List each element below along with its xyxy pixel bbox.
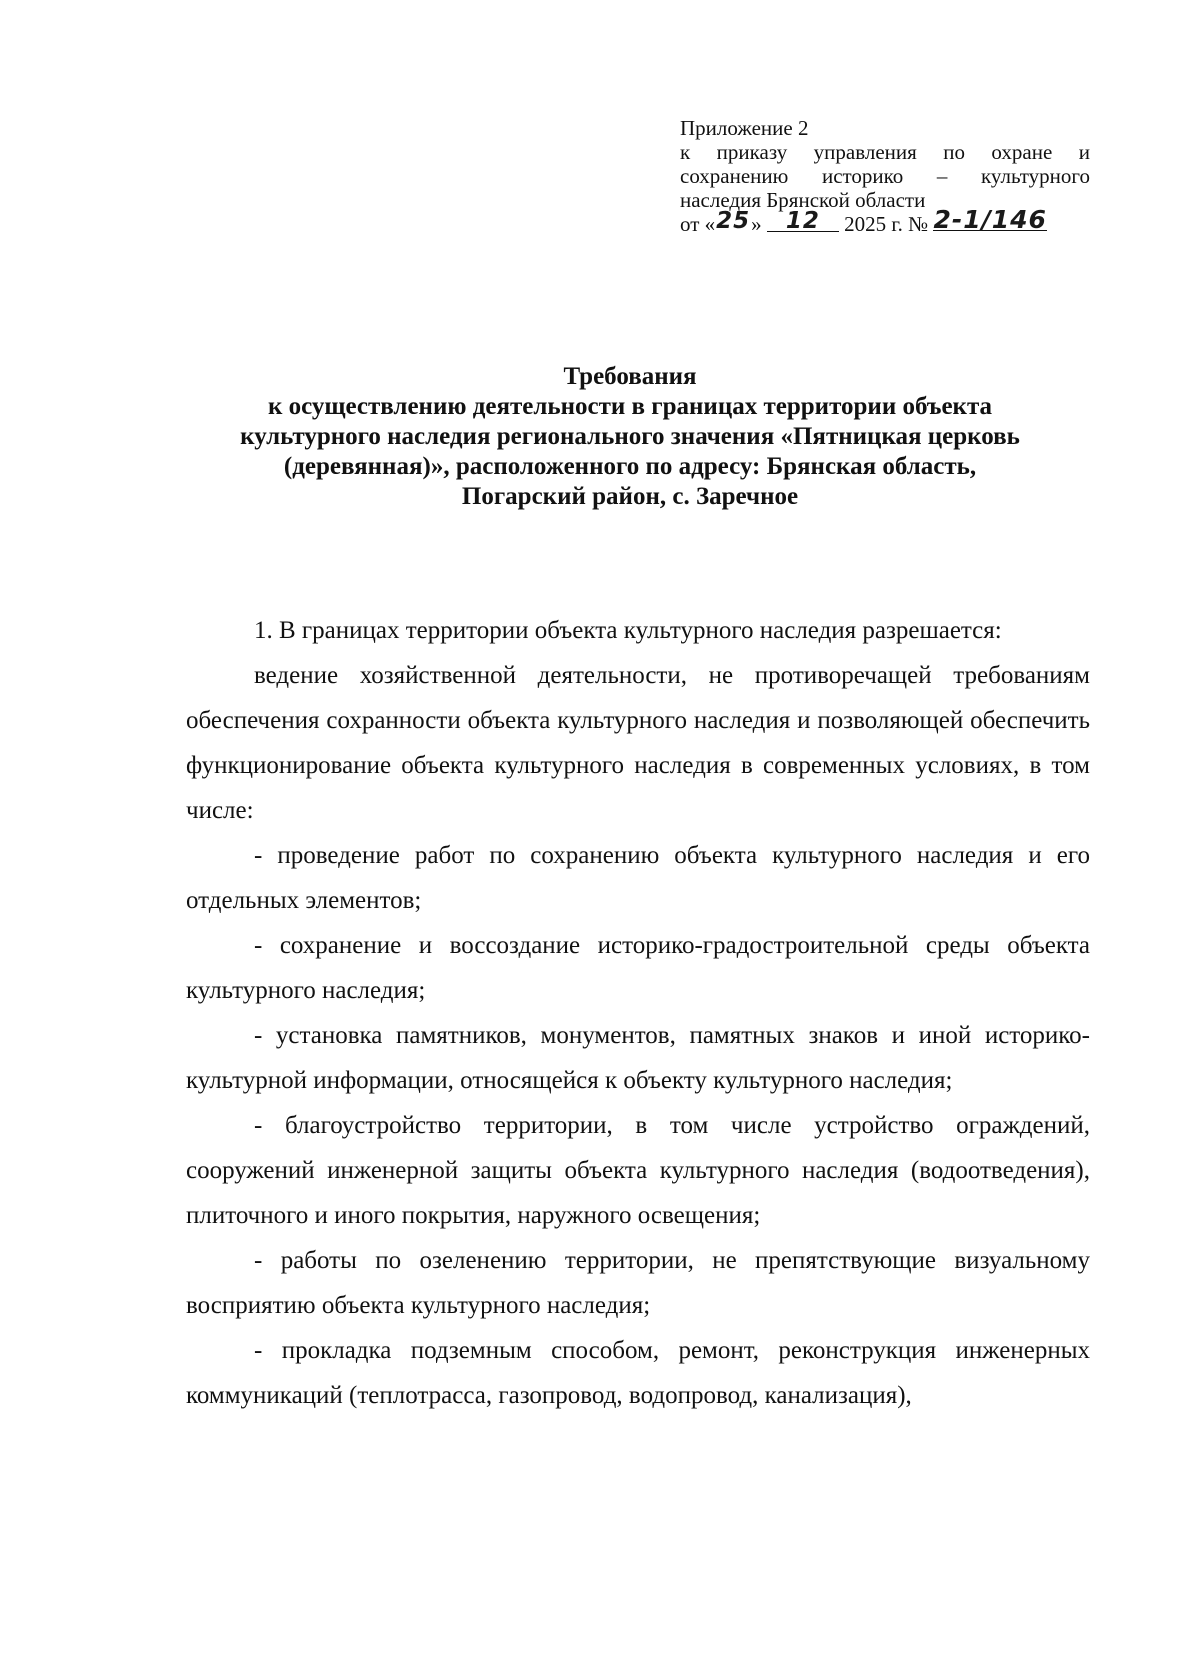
order-year: 2025 г. № bbox=[844, 212, 929, 236]
document-heading bbox=[170, 362, 1090, 512]
body-paragraph: - работы по озеленению территории, не препятствующие визуальному восприятию объекта культурного наследия; bbox=[186, 1247, 1090, 1319]
order-line bbox=[680, 205, 1090, 236]
order-day-handwritten: 25 bbox=[716, 208, 751, 234]
body-paragraph: ведение хозяйственной деятельности, не противоречащей требованиям обеспечения сохранности объекта культурного наследия и позволяющей обеспечить функционирование объекта культурного наследия в современных условиях, в том числе: bbox=[186, 662, 1090, 824]
document-body bbox=[186, 608, 1090, 1418]
order-number-handwritten: 2-1/146 bbox=[933, 205, 1047, 234]
order-prefix: от « bbox=[680, 212, 716, 236]
order-month-handwritten: 12 bbox=[767, 211, 839, 232]
body-paragraph: - прокладка подземным способом, ремонт, реконструкция инженерных коммуникаций (теплотрасса, газопровод, водопровод, канализация), bbox=[186, 1337, 1090, 1409]
body-paragraph: - благоустройство территории, в том числе устройство ограждений, сооружений инженерной защиты объекта культурного наследия (водоотведения), плиточного и иного покрытия, наружного освещения; bbox=[186, 1112, 1090, 1229]
appendix-line-3: наследия Брянской области bbox=[680, 188, 926, 212]
appendix-header bbox=[680, 116, 1090, 236]
body-paragraph: 1. В границах территории объекта культурного наследия разрешается: bbox=[254, 617, 1002, 644]
appendix-line-1: к приказу управления по охране и bbox=[680, 140, 1090, 164]
order-mid: » bbox=[751, 212, 762, 236]
body-paragraph: - сохранение и воссоздание историко-градостроительной среды объекта культурного наследия; bbox=[186, 932, 1090, 1004]
heading-line-3: культурного наследия регионального значения «Пятницкая церковь bbox=[240, 423, 1020, 450]
body-paragraph: - установка памятников, монументов, памятных знаков и иной историко-культурной информации, относящейся к объекту культурного наследия; bbox=[186, 1022, 1090, 1094]
heading-line-1: Требования bbox=[563, 363, 697, 390]
appendix-title: Приложение 2 bbox=[680, 116, 809, 140]
heading-line-4: (деревянная)», расположенного по адресу: Брянская область, bbox=[283, 453, 977, 480]
body-paragraph: - проведение работ по сохранению объекта культурного наследия и его отдельных элементов; bbox=[186, 842, 1090, 914]
appendix-line-2: сохранению историко – культурного bbox=[680, 164, 1090, 188]
heading-line-5: Погарский район, с. Заречное bbox=[461, 483, 799, 510]
heading-line-2: к осуществлению деятельности в границах территории объекта bbox=[267, 393, 993, 420]
